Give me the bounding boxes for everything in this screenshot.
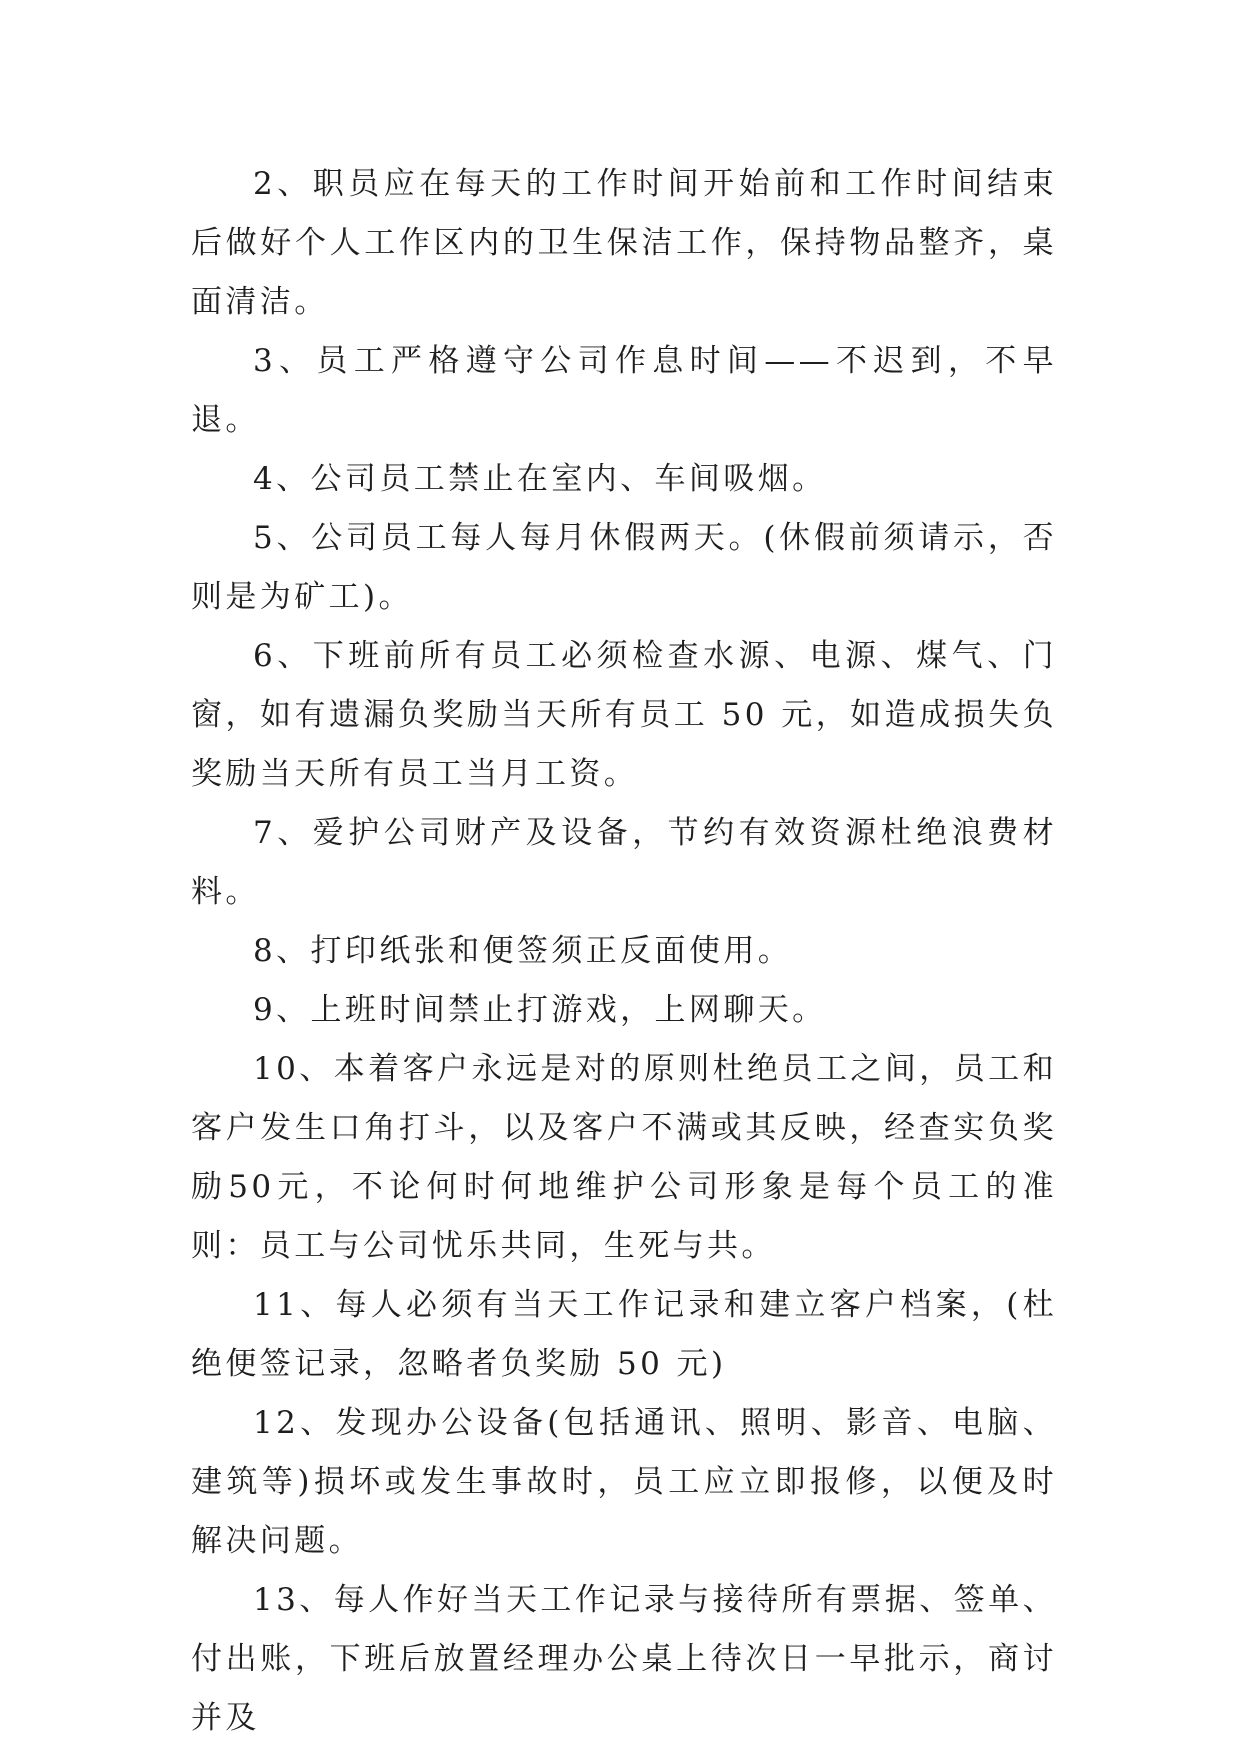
paragraph-rule-5: 5、公司员工每人每月休假两天。(休假前须请示，否则是为矿工)。 <box>191 520 1057 615</box>
paragraph-rule-3: 3、员工严格遵守公司作息时间——不迟到，不早退。 <box>191 343 1057 438</box>
paragraph-rule-4: 4、公司员工禁止在室内、车间吸烟。 <box>253 461 827 497</box>
paragraph-rule-11: 11、每人必须有当天工作记录和建立客户档案，(杜绝便签记录，忽略者负奖励 50 元) <box>191 1287 1057 1382</box>
paragraph-rule-7: 7、爱护公司财产及设备，节约有效资源杜绝浪费材料。 <box>191 815 1057 910</box>
document-body <box>191 155 1057 1748</box>
paragraph-rule-8: 8、打印纸张和便签须正反面使用。 <box>253 933 793 969</box>
paragraph-rule-12: 12、发现办公设备(包括通讯、照明、影音、电脑、建筑等)损坏或发生事故时，员工应立即报修，以便及时解决问题。 <box>191 1405 1057 1559</box>
paragraph-rule-10: 10、本着客户永远是对的原则杜绝员工之间，员工和客户发生口角打斗，以及客户不满或其反映，经查实负奖励50元，不论何时何地维护公司形象是每个员工的准则：员工与公司忧乐共同，生死与共。 <box>191 1051 1057 1264</box>
paragraph-rule-6: 6、下班前所有员工必须检查水源、电源、煤气、门窗，如有遗漏负奖励当天所有员工 50 元，如造成损失负奖励当天所有员工当月工资。 <box>191 638 1057 792</box>
paragraph-rule-13: 13、每人作好当天工作记录与接待所有票据、签单、付出账，下班后放置经理办公桌上待次日一早批示，商讨并及 <box>191 1582 1057 1736</box>
paragraph-rule-9: 9、上班时间禁止打游戏，上网聊天。 <box>253 992 827 1028</box>
paragraph-rule-2: 2、职员应在每天的工作时间开始前和工作时间结束后做好个人工作区内的卫生保洁工作，保持物品整齐，桌面清洁。 <box>191 166 1057 320</box>
